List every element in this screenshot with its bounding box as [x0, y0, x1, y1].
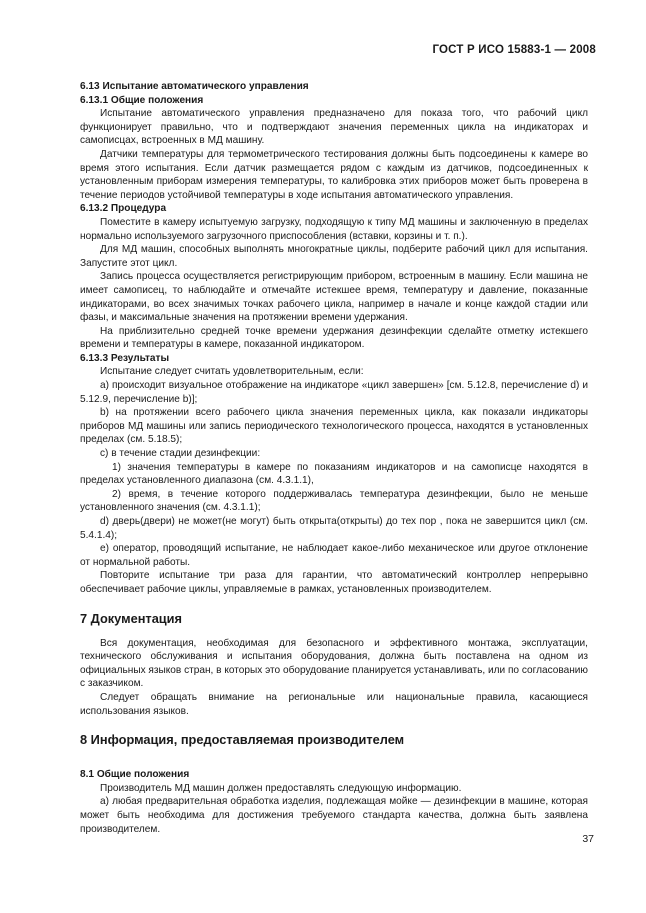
paragraph: На приблизительно средней точке времени удержания дезинфекции сделайте отметку истекшего времени и температуры в камере, показанной индикатором.: [80, 325, 588, 351]
section-7-title: 7 Документация: [80, 610, 183, 626]
paragraph: Датчики температуры для термометрического тестирования должны быть подсоединены к камере во время этого испытания. Если датчик размещается рядом с каждым из датчиков, подсоединенных к установленным приборам измерения температуры, то калибровка этих приборов может быть проверена в течение периодов устойчивой температуры в ходе испытания автоматического управления.: [80, 148, 588, 201]
list-item: b) на протяжении всего рабочего цикла значения переменных цикла, как показали индикаторы приборов МД машины или запись периодического технологического процесса, находятся в установленных пределах (см. 5.18.5);: [80, 407, 588, 446]
paragraph: Вся документация, необходимая для безопасного и эффективного монтажа, эксплуатации, технического обслуживания и испытания оборудования, должна быть поставлена на одном из официальных языков стран, в которых это оборудование планируется устанавливать, или по согласованию с заказчиком.: [80, 637, 588, 690]
paragraph: Запись процесса осуществляется регистрирующим прибором, встроенным в машину. Если машина не имеет самописец, то наблюдайте и отмечайте истекшее время, температуру и давление, показанные индикаторами, во всех значимых точках рабочего цикла, например в начале и конце каждой стадии или фазы, и максимальные значения на протяжении времени удержания.: [80, 271, 588, 324]
paragraph: Поместите в камеру испытуемую загрузку, подходящую к типу МД машины и заключенную в пределах нормально используемого загрузочного приспособления (вставки, корзины и т. п.).: [80, 216, 588, 242]
section-6-13-1-title: 6.13.1 Общие положения: [80, 94, 204, 106]
section-6-13-2-title: 6.13.2 Процедура: [80, 203, 167, 215]
sub-list-item: 2) время, в течение которого поддерживалась температура дезинфекции, было не меньше установленного значения (см. 4.3.1.1);: [80, 488, 588, 514]
paragraph: Испытание следует считать удовлетворительным, если:: [100, 366, 364, 378]
list-item: а) происходит визуальное отображение на индикаторе «цикл завершен» [см. 5.12.8, перечисление d) и 5.12.9, перечисление b)];: [80, 380, 588, 405]
paragraph: Испытание автоматического управления предназначено для показа того, что рабочий цикл функционирует правильно, что и подтверждают значения переменных цикла на индикаторах и самописцах, встроенных в МД машину.: [80, 108, 588, 147]
list-item: а) любая предварительная обработка изделия, подлежащая мойке — дезинфекции в машине, которая может быть необходима для достижения требуемого стандарта качества, должна быть заявлена производителем.: [80, 796, 588, 835]
list-item: с) в течение стадии дезинфекции:: [100, 448, 261, 460]
paragraph: Повторите испытание три раза для гарантии, что автоматический контроллер непрерывно обеспечивает рабочие циклы, управляемые в рамках, установленных производителем.: [80, 570, 588, 595]
section-8-1-title: 8.1 Общие положения: [80, 769, 190, 781]
section-6-13-3-title: 6.13.3 Результаты: [80, 352, 170, 364]
section-8-title: 8 Информация, предоставляемая производителем: [80, 732, 405, 748]
list-item: d) дверь(двери) не может(не могут) быть открыта(открыты) до тех пор , пока не завершится цикл (см. 5.4.1.4);: [80, 516, 588, 541]
sub-list-item: 1) значения температуры в камере по показаниям индикаторов и на самописце находятся в пределах установленного диапазона (см. 4.3.1.1),: [80, 461, 588, 487]
page-number: 37: [582, 833, 594, 845]
list-item: е) оператор, проводящий испытание, не наблюдает какое-либо механическое или другое отклонение от нормальной работы.: [80, 543, 588, 568]
paragraph: Для МД машин, способных выполнять многократные циклы, подберите рабочий цикл для испытания. Запустите этот цикл.: [80, 244, 588, 269]
section-6-13-title: 6.13 Испытание автоматического управления: [80, 81, 309, 92]
page-content: [80, 80, 588, 836]
standard-header: ГОСТ Р ИСО 15883-1 — 2008: [432, 44, 596, 56]
paragraph: Производитель МД машин должен предоставлять следующую информацию.: [100, 782, 462, 794]
paragraph: Следует обращать внимание на региональные или национальные правила, касающиеся использования языков.: [80, 691, 588, 717]
